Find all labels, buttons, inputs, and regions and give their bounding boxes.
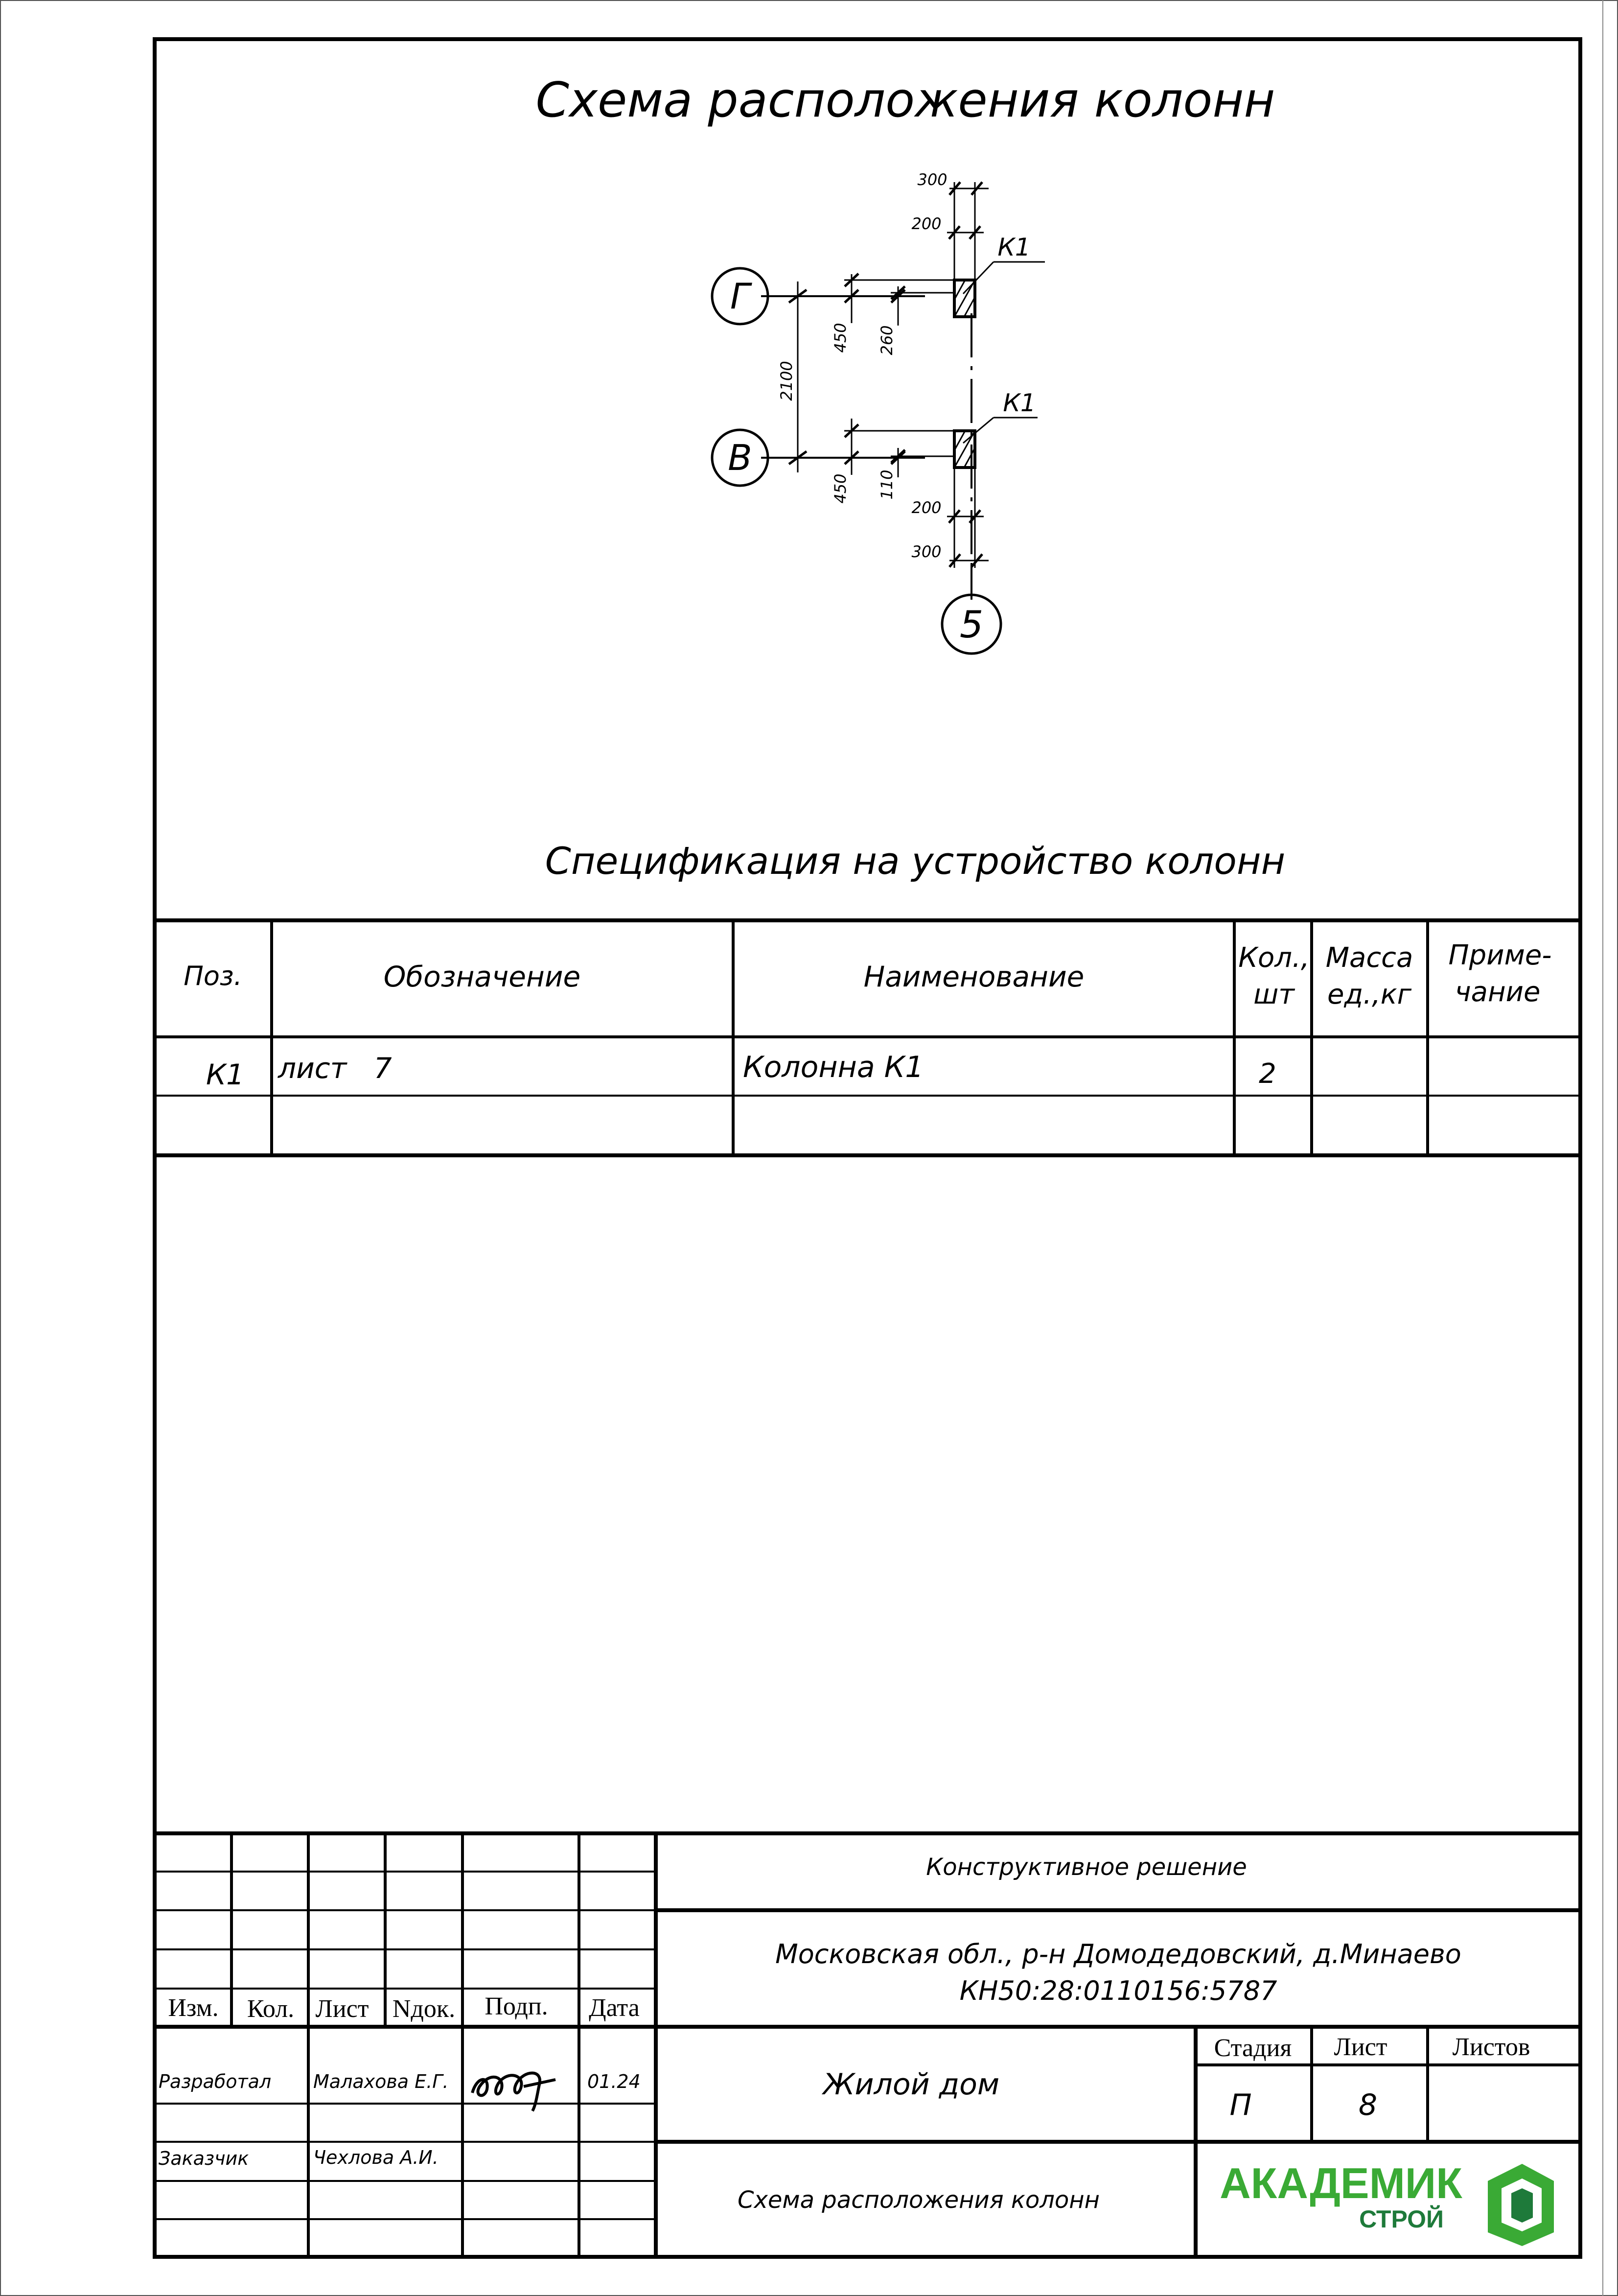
drawing-title: Схема расположения колонн (535, 72, 1275, 128)
column-tag-top: К1 (997, 233, 1031, 261)
hatch (964, 297, 975, 317)
dim-260: 260 (878, 325, 896, 355)
tb-section: Конструктивное решение (926, 1853, 1247, 1881)
hatch (954, 431, 965, 450)
column-scheme (712, 182, 1045, 654)
tb-role-developer: Разработал (159, 2071, 272, 2092)
hatch (954, 280, 965, 300)
axis-g-label: Г (730, 276, 750, 317)
spec-header-pos: Поз. (184, 961, 242, 991)
spec-header-mass: Масса (1325, 942, 1413, 974)
axis-5-label: 5 (959, 603, 984, 646)
tb-header-izm: Изм. (168, 1994, 219, 2022)
spec-title: Спецификация на устройство колонн (545, 839, 1286, 883)
tb-name-customer: Чехлова А.И. (313, 2147, 439, 2168)
company-logo (1220, 2159, 1554, 2246)
tb-stage-label: Стадия (1214, 2034, 1292, 2062)
spec-row1-qty: 2 (1259, 1058, 1276, 1090)
spec-header-name: Наименование (863, 960, 1085, 993)
dim-450-top: 450 (831, 323, 850, 353)
spec-row1-designation: лист 7 (278, 1052, 392, 1085)
spec-row1-name: Колонна К1 (743, 1050, 924, 1084)
tb-header-ndok: Nдок. (392, 1995, 456, 2023)
logo-word-main: АКАДЕМИК (1220, 2159, 1462, 2207)
dim-450-bottom: 450 (831, 473, 850, 504)
tb-role-customer: Заказчик (159, 2148, 249, 2169)
tb-date-developer: 01.24 (587, 2071, 641, 2092)
tb-header-data: Дата (589, 1994, 640, 2022)
dim-110: 110 (878, 469, 896, 500)
tb-address-line2: КН50:28:0110156:5787 (959, 1975, 1277, 2006)
dim-200-top: 200 (911, 214, 942, 233)
dim-300-top: 300 (917, 170, 948, 189)
signature-icon (472, 2073, 555, 2111)
dim-200-bottom: 200 (911, 498, 942, 517)
spec-header-note: Приме- (1448, 939, 1552, 971)
tb-header-list: Лист (315, 1995, 369, 2023)
spec-header-qty: Кол., (1238, 942, 1310, 974)
tb-sheet-label: Лист (1334, 2033, 1387, 2061)
spec-header-designation: Обозначение (383, 960, 581, 993)
hatch (964, 448, 975, 468)
tb-header-podp: Подп. (485, 1992, 548, 2020)
tb-object: Жилой дом (823, 2067, 1000, 2102)
tb-sheets-label: Листов (1452, 2033, 1530, 2061)
dim-2100: 2100 (777, 361, 796, 401)
spec-row1-pos: К1 (206, 1058, 245, 1091)
dim-300-bottom: 300 (911, 542, 942, 561)
spec-header-qty-unit: шт (1253, 979, 1294, 1010)
spec-header-mass-unit: ед.,кг (1327, 979, 1412, 1010)
tb-sheet-title: Схема расположения колонн (737, 2186, 1100, 2214)
tb-name-developer: Малахова Е.Г. (313, 2071, 449, 2092)
logo-word-sub: СТРОЙ (1359, 2205, 1444, 2233)
spec-header-note-2: чание (1455, 976, 1541, 1008)
logo-house-icon (1488, 2164, 1554, 2246)
tb-sheet-value: 8 (1358, 2088, 1378, 2122)
axis-v-label: В (728, 437, 752, 478)
tb-stage-value: П (1229, 2088, 1252, 2122)
drawing-frame (155, 39, 1580, 2257)
tb-header-kol: Кол. (247, 1995, 295, 2023)
column-tag-bottom: К1 (1003, 389, 1036, 417)
tb-address-line1: Московская обл., р-н Домодедовский, д.Минаево (775, 1939, 1461, 1969)
